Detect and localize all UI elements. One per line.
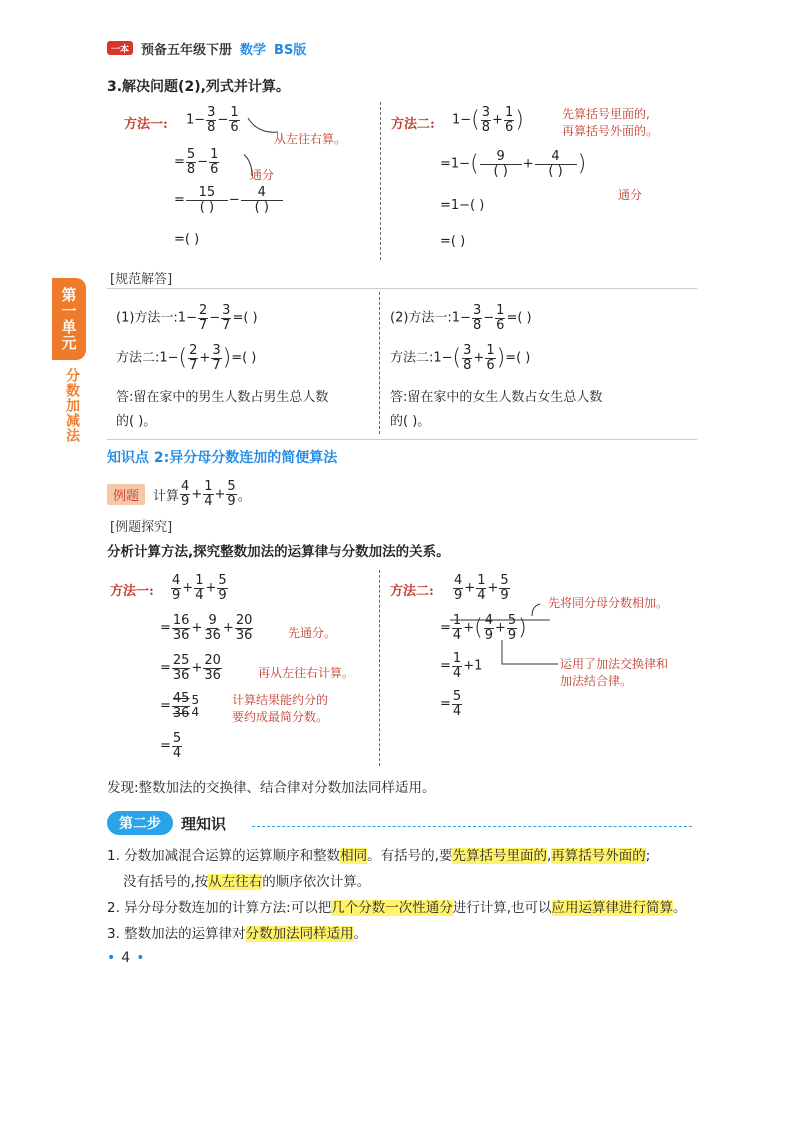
num: 4 xyxy=(241,186,283,201)
den: 9 xyxy=(507,627,517,643)
book-title: 预备五年级下册 xyxy=(141,42,233,58)
highlight: 分数加法同样适用 xyxy=(245,926,354,942)
answer-line: 的( )。 xyxy=(116,414,157,429)
op: + xyxy=(522,156,534,172)
eq: = xyxy=(174,192,185,208)
note-line: 要约成最简分数。 xyxy=(232,710,329,724)
t: (2)方法一:1− xyxy=(390,310,471,326)
q3-m1-note2: 通分 xyxy=(250,168,275,182)
den: 4 xyxy=(452,627,462,643)
knowledge-point-2-title: 知识点 2:异分母分数连加的简便算法 xyxy=(107,450,338,466)
den: 8 xyxy=(186,161,196,177)
t: , xyxy=(546,848,552,864)
eq: = xyxy=(440,658,451,674)
t: 1− xyxy=(452,112,472,128)
op: − xyxy=(228,192,240,208)
frac xyxy=(180,480,190,508)
den: 6 xyxy=(230,119,239,135)
t: =1− xyxy=(440,156,471,172)
num: 15 xyxy=(186,186,228,201)
num: 4 xyxy=(535,150,577,165)
paren-close: ) xyxy=(496,345,506,371)
ex-m2-line4 xyxy=(440,690,463,718)
frac xyxy=(217,574,227,602)
frac xyxy=(171,574,181,602)
summary-item-1-cont xyxy=(107,869,707,895)
highlight: 相同 xyxy=(340,848,368,864)
op: + xyxy=(205,580,217,596)
num: 1 xyxy=(452,613,462,628)
den: 4 xyxy=(477,587,486,603)
num: 25 xyxy=(172,653,190,668)
t: 。 xyxy=(353,926,368,942)
num: 3 xyxy=(481,105,491,120)
den: 9 xyxy=(172,587,181,603)
discovery-text: 发现:整数加法的交换律、结合律对分数加法同样适用。 xyxy=(107,780,436,796)
den: 9 xyxy=(218,587,227,603)
den: 6 xyxy=(496,317,505,333)
t: ; xyxy=(645,848,651,864)
ex-m2-bracket-lines xyxy=(440,592,570,682)
num: 5 xyxy=(507,613,517,628)
frac xyxy=(172,654,191,682)
ans-left-answer xyxy=(116,386,378,434)
num: 5 xyxy=(186,147,196,162)
num: 45 xyxy=(172,691,190,706)
answer-line: 答:留在家中的男生人数占男生总人数 xyxy=(116,390,329,405)
den: ( ) xyxy=(548,163,563,179)
highlight: 应用运算律进行简算 xyxy=(551,900,674,916)
note-line: 运用了加法交换律和 xyxy=(560,657,669,671)
step-2-rule xyxy=(252,826,692,827)
edition-label: BS版 xyxy=(274,42,307,58)
op: + xyxy=(492,112,503,128)
eq: = xyxy=(440,620,451,636)
t: 2. 异分母分数连加的计算方法:可以把 xyxy=(107,900,332,916)
unit-side-tab: 第一单元 xyxy=(52,278,86,360)
paren-open: ( xyxy=(178,345,188,371)
frac xyxy=(480,150,522,178)
summary-list xyxy=(107,843,707,947)
den: 7 xyxy=(222,317,231,333)
q3-m1-label: 方法一: xyxy=(124,117,168,132)
num: 5 xyxy=(500,573,509,588)
op: + xyxy=(199,350,211,366)
t: 计算 xyxy=(153,488,180,504)
t: 没有括号的,按 xyxy=(123,874,209,890)
num: 1 xyxy=(504,105,514,120)
frac-crossed xyxy=(172,692,191,720)
num: 9 xyxy=(208,613,217,628)
step-2-badge: 第二步 xyxy=(107,811,173,835)
op: + xyxy=(214,486,226,502)
num: 2 xyxy=(198,303,208,318)
num: 9 xyxy=(480,150,522,165)
den: 7 xyxy=(198,317,208,333)
summary-item-2 xyxy=(107,895,707,921)
example-line xyxy=(107,480,251,508)
num: 2 xyxy=(189,343,198,358)
ex-m1-line3 xyxy=(160,654,223,682)
den: 4 xyxy=(452,665,462,681)
t: 1. 分数加减混合运算的运算顺序和整数 xyxy=(107,848,341,864)
explore-head: [例题探究] xyxy=(110,520,173,535)
op: + xyxy=(487,580,499,596)
num: 3 xyxy=(472,303,482,318)
op: + xyxy=(222,620,234,636)
frac xyxy=(472,304,482,332)
dot-icon: • xyxy=(107,950,116,966)
t: 方法二:1− xyxy=(390,350,453,366)
num: 1 xyxy=(486,343,495,358)
paren-close: ) xyxy=(577,151,587,177)
t: =( ) xyxy=(506,310,532,326)
num: 5 xyxy=(452,689,462,704)
summary-item-1 xyxy=(107,843,707,869)
eq: = xyxy=(160,738,171,754)
q3-m1-frac2 xyxy=(229,106,239,134)
note-line: 计算结果能约分的 xyxy=(232,693,329,707)
t: 的顺序依次计算。 xyxy=(262,874,371,890)
note-line: 加法结合律。 xyxy=(560,674,633,688)
num: 4 xyxy=(484,613,493,628)
explore-intro: 分析计算方法,探究整数加法的运算律与分数加法的关系。 xyxy=(107,544,450,560)
num: 3 xyxy=(207,105,216,120)
frac xyxy=(481,106,491,134)
highlight: 几个分数一次性通分 xyxy=(331,900,453,916)
num: 20 xyxy=(235,613,253,628)
frac xyxy=(504,106,514,134)
ex-m1-note2: 先通分。 xyxy=(288,626,337,640)
frac xyxy=(186,186,228,214)
frac xyxy=(198,304,208,332)
op: − xyxy=(217,112,229,128)
q3-m2-line4: =( ) xyxy=(440,234,466,249)
op: + xyxy=(464,580,476,596)
t: 进行计算,也可以 xyxy=(452,900,552,916)
t: 。 xyxy=(237,488,251,504)
ex-m1-line1 xyxy=(170,574,229,602)
ex-m1-line5 xyxy=(160,732,183,760)
den: 8 xyxy=(481,119,491,135)
note-line: 再算括号外面的。 xyxy=(562,124,659,138)
q3-m2-label: 方法二: xyxy=(391,117,435,132)
frac xyxy=(485,344,495,372)
paren-open: ( xyxy=(474,615,483,641)
t: =( ) xyxy=(231,350,257,366)
page-header xyxy=(107,38,306,58)
frac xyxy=(235,614,254,642)
ex-m1-label: 方法一: xyxy=(110,584,154,599)
den: 9 xyxy=(227,493,236,509)
q3-m2-note2: 通分 xyxy=(618,188,643,202)
ans-left-line1 xyxy=(116,304,258,332)
op: + xyxy=(191,620,203,636)
num: 1 xyxy=(477,573,486,588)
q3-m1-expr xyxy=(186,106,241,134)
q3-m2-expr xyxy=(452,106,524,134)
q3-m1-line4: =( ) xyxy=(174,232,200,247)
ex-m1-line2 xyxy=(160,614,254,642)
t: 3. 整数加法的运算律对 xyxy=(107,926,246,942)
num: 4 xyxy=(181,479,190,494)
ans-right-line2 xyxy=(390,344,530,372)
den: 7 xyxy=(189,357,198,373)
highlight: 再算括号外面的 xyxy=(551,848,646,864)
den: 8 xyxy=(207,119,216,135)
frac xyxy=(495,304,505,332)
op: + xyxy=(473,350,485,366)
op: − xyxy=(209,310,221,326)
answer-line: 的( )。 xyxy=(390,414,431,429)
frac xyxy=(194,574,204,602)
q3-m2-line3: =1−( ) xyxy=(440,198,485,213)
unit-topic-label: 分数加减法 xyxy=(64,368,80,443)
paren-open: ( xyxy=(471,107,480,133)
den: 36 xyxy=(172,705,190,721)
example-tag: 例题 xyxy=(107,484,145,505)
answers-divider xyxy=(379,292,380,434)
num: 3 xyxy=(212,343,221,358)
q3-m1-note1: 从左往右算。 xyxy=(274,132,347,146)
q3-m1-frac1 xyxy=(206,106,216,134)
num: 5 xyxy=(218,573,227,588)
den: 36 xyxy=(204,627,221,643)
ex-m1-line4 xyxy=(160,692,199,720)
q3-m2-line2 xyxy=(440,150,586,178)
num: 1 xyxy=(496,303,505,318)
answer-line: 答:留在家中的女生人数占女生总人数 xyxy=(390,390,603,405)
q3-m1-line3 xyxy=(174,186,284,214)
num: 1 xyxy=(230,105,239,120)
ex-m1-note3: 再从左往右计算。 xyxy=(258,666,355,680)
q3-m2-note1 xyxy=(562,106,658,140)
step-2-header xyxy=(107,812,226,834)
subject-label: 数学 xyxy=(240,42,267,58)
page-footer xyxy=(107,950,144,966)
example-divider xyxy=(379,570,380,766)
frac xyxy=(203,654,222,682)
frac xyxy=(209,148,219,176)
num: 5 xyxy=(227,479,236,494)
ans-right-answer xyxy=(390,386,690,434)
den: 36 xyxy=(204,667,221,683)
den: 4 xyxy=(172,745,182,761)
op: + xyxy=(191,486,203,502)
ex-m2-note3 xyxy=(560,656,668,690)
den: 9 xyxy=(454,587,463,603)
den: 4 xyxy=(452,703,462,719)
frac xyxy=(241,186,283,214)
eq: = xyxy=(440,696,451,712)
page-number: 4 xyxy=(121,950,131,966)
frac xyxy=(211,344,221,372)
den: 8 xyxy=(472,317,482,333)
den: 9 xyxy=(484,627,493,643)
paren-close: ) xyxy=(222,345,232,371)
den: ( ) xyxy=(493,163,508,179)
t: 。 xyxy=(673,900,687,916)
ex-m2-note1: 先将同分母分数相加。 xyxy=(548,596,669,610)
num: 5 xyxy=(172,731,182,746)
num: 1 xyxy=(452,651,462,666)
ex-m2-label: 方法二: xyxy=(390,584,434,599)
frac xyxy=(535,150,577,178)
t: +1 xyxy=(463,658,483,674)
den: 36 xyxy=(235,627,253,643)
frac xyxy=(172,732,182,760)
frac xyxy=(452,690,462,718)
step-2-title: 理知识 xyxy=(181,814,227,833)
ex-m1-note4 xyxy=(232,692,328,726)
den: 6 xyxy=(486,357,495,373)
ans-right-line1 xyxy=(390,304,532,332)
den: 6 xyxy=(210,161,219,177)
paren-close: ) xyxy=(518,615,527,641)
den: 36 xyxy=(172,627,190,643)
den: 7 xyxy=(212,357,221,373)
frac xyxy=(462,344,472,372)
q3-m1-line2 xyxy=(174,148,220,176)
t: 方法二:1− xyxy=(116,350,179,366)
dot-icon: • xyxy=(136,950,145,966)
num: 4 xyxy=(172,573,181,588)
question-3-title: 3.解决问题(2),列式并计算。 xyxy=(107,79,290,95)
den: 9 xyxy=(500,587,509,603)
t: =( ) xyxy=(505,350,531,366)
t: =( ) xyxy=(232,310,258,326)
num: 1 xyxy=(195,573,204,588)
op: + xyxy=(182,580,194,596)
frac xyxy=(188,344,198,372)
q3-m1-arrows xyxy=(244,110,314,190)
eq: = xyxy=(174,154,185,170)
num: 3 xyxy=(463,343,472,358)
den: 4 xyxy=(204,493,213,509)
highlight: 先算括号里面的 xyxy=(452,848,547,864)
frac xyxy=(203,480,213,508)
num: 16 xyxy=(172,613,190,628)
den: 9 xyxy=(181,493,190,509)
den: 4 xyxy=(191,705,200,720)
op: + xyxy=(494,620,506,636)
t: (1)方法一:1− xyxy=(116,310,197,326)
den: 36 xyxy=(172,667,190,683)
divider xyxy=(380,102,381,260)
eq: = xyxy=(160,698,171,714)
op: + xyxy=(463,620,475,636)
num: 1 xyxy=(210,147,219,162)
eq: = xyxy=(160,620,171,636)
reduced-terms xyxy=(191,694,199,719)
num: 5 xyxy=(191,692,200,707)
num: 20 xyxy=(204,653,221,668)
paren-open: ( xyxy=(470,151,479,177)
den: ( ) xyxy=(254,199,269,215)
den: 6 xyxy=(504,119,514,135)
den: 4 xyxy=(195,587,204,603)
op: − xyxy=(197,154,209,170)
num: 3 xyxy=(222,303,231,318)
frac xyxy=(172,614,191,642)
eq: = xyxy=(160,660,171,676)
den: 8 xyxy=(463,357,472,373)
op: + xyxy=(191,660,203,676)
num: 4 xyxy=(454,573,463,588)
note-line: 先算括号里面的, xyxy=(562,107,650,121)
frac xyxy=(186,148,196,176)
den: ( ) xyxy=(199,199,215,215)
logo-badge: 一本 xyxy=(107,41,133,55)
answers-head: [规范解答] xyxy=(110,272,173,287)
highlight: 从左往右 xyxy=(208,874,263,890)
frac xyxy=(203,614,222,642)
op: − xyxy=(483,310,495,326)
paren-close: ) xyxy=(515,107,524,133)
frac xyxy=(221,304,231,332)
num: 1 xyxy=(204,479,213,494)
frac xyxy=(226,480,236,508)
ans-left-line2 xyxy=(116,344,256,372)
summary-item-3 xyxy=(107,921,707,947)
q3-m1-t0: 1− xyxy=(186,112,206,128)
t: 。有括号的,要 xyxy=(367,848,453,864)
paren-open: ( xyxy=(452,345,462,371)
